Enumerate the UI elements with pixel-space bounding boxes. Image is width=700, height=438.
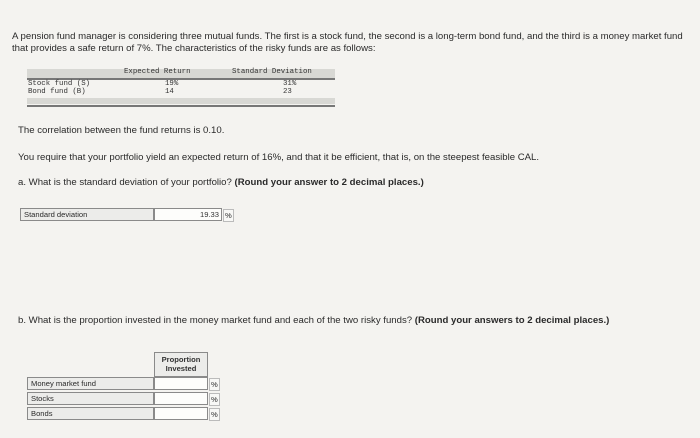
- part-a-question: [18, 177, 424, 189]
- row-bond-std: 23: [283, 88, 292, 96]
- money-market-unit: %: [211, 380, 218, 389]
- row-money-market-label: Money market fund: [27, 377, 154, 390]
- bonds-unit: %: [211, 410, 218, 419]
- row-bond-name: Bond fund (B): [28, 88, 86, 96]
- stocks-input[interactable]: [154, 392, 208, 405]
- row-bonds-label: Bonds: [27, 407, 154, 420]
- proportion-header: Proportion Invested: [154, 352, 208, 377]
- row-bond-return: 14: [165, 88, 174, 96]
- stocks-unit: %: [211, 395, 218, 404]
- row-stock-name: Stock fund (S): [28, 80, 91, 88]
- table-footer-band: [27, 98, 335, 104]
- std-dev-label: Standard deviation: [20, 208, 154, 221]
- requirement-text: You require that your portfolio yield an expected return of 16%, and that it be efficient, that is, on the steepest feasible CAL.: [18, 152, 540, 163]
- intro-paragraph: A pension fund manager is considering three mutual funds. The first is a stock fund, the second is a long-term bond fund, and the third is a money market fund that provides a safe return of 7%. The characteristics of the risky funds are as follows:: [12, 31, 683, 54]
- part-b-question: [18, 315, 688, 327]
- row-stock-return: 19%: [165, 80, 179, 88]
- part-a-instruction: (Round your answer to 2 decimal places.): [234, 177, 424, 188]
- table-footer-rule: [27, 105, 335, 107]
- correlation-text: The correlation between the fund returns is 0.10.: [18, 125, 225, 136]
- row-stock-std: 31%: [283, 80, 297, 88]
- header-std-dev: Standard Deviation: [232, 68, 312, 76]
- part-a-question-text: a. What is the standard deviation of your portfolio?: [18, 177, 232, 188]
- funds-table: [27, 66, 335, 108]
- std-dev-unit: %: [225, 211, 232, 220]
- part-b-question-text: b. What is the proportion invested in the money market fund and each of the two risky funds?: [18, 315, 413, 326]
- std-dev-input[interactable]: 19.33: [154, 208, 222, 221]
- money-market-input[interactable]: [154, 377, 208, 390]
- header-expected-return: Expected Return: [124, 68, 191, 76]
- part-b-instruction: (Round your answers to 2 decimal places.): [414, 315, 610, 326]
- row-stocks-label: Stocks: [27, 392, 154, 405]
- bonds-input[interactable]: [154, 407, 208, 420]
